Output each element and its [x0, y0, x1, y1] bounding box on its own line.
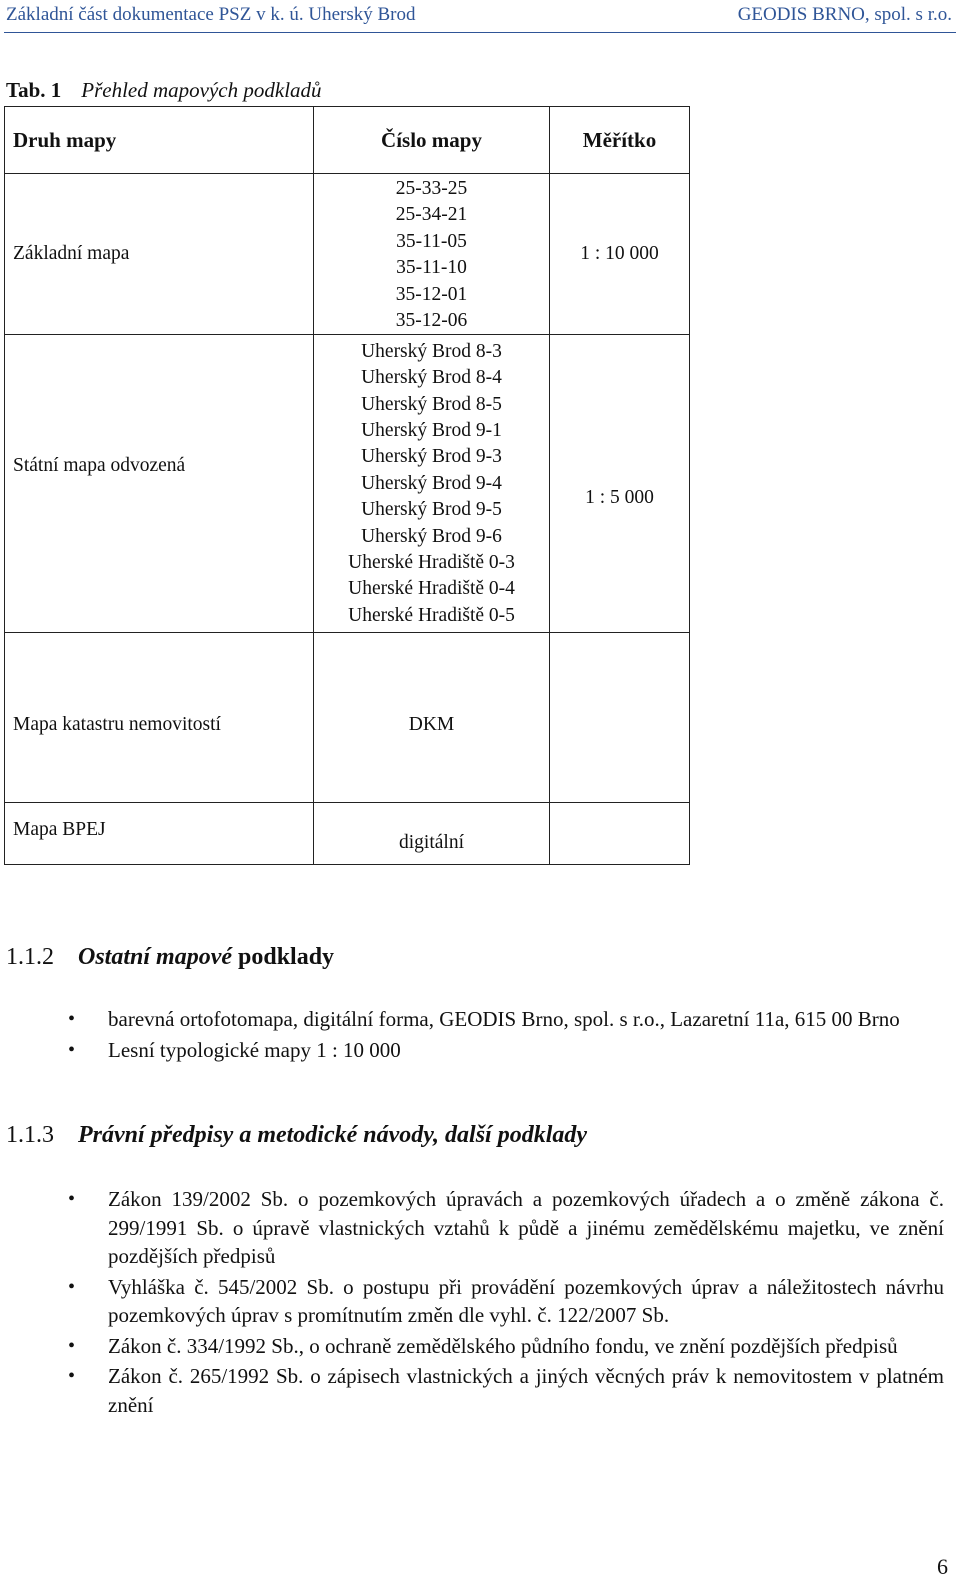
scale-cell: [550, 803, 690, 865]
map-number: Uherský Brod 9-6: [361, 525, 502, 547]
column-header-map-number: Číslo mapy: [314, 107, 550, 174]
map-number-cell: [314, 335, 550, 633]
map-sources-table: [4, 106, 690, 865]
column-header-map-type: Druh mapy: [5, 107, 314, 174]
scale-cell: 1 : 10 000: [550, 174, 690, 335]
other-sources-list: [70, 1005, 944, 1066]
header-company: GEODIS BRNO, spol. s r.o.: [737, 4, 952, 25]
map-number: Uherský Brod 8-4: [361, 367, 502, 389]
map-number: 25-34-21: [395, 204, 468, 226]
map-number: Uherský Brod 8-5: [361, 393, 502, 415]
list-item-text: Zákon 139/2002 Sb. o pozemkových úpravách a pozemkových úřadech a o změně zákona č. 299/1991 Sb. o úpravě vlastnických vztahů k půdě a jinému zemědělskému majetku, ve znění pozdějších předpisů: [108, 1187, 944, 1268]
map-number: 25-33-25: [395, 178, 468, 199]
section-heading-1-1-2: [6, 944, 334, 971]
bullet-icon: •: [68, 1008, 76, 1030]
column-header-scale: Měřítko: [550, 107, 690, 174]
map-type-cell: Státní mapa odvozená: [5, 335, 314, 633]
scale-cell: 1 : 5 000: [550, 335, 690, 633]
table-header-row: [5, 107, 690, 174]
map-number: 35-12-01: [395, 283, 468, 305]
list-item-text: Vyhláška č. 545/2002 Sb. o postupu při provádění pozemkových úprav a náležitostech návrhu pozemkových úprav s promítnutím změn dle vyhl. č. 122/2007 Sb.: [108, 1274, 944, 1327]
scale-cell: [550, 633, 690, 803]
list-item: [70, 1036, 944, 1065]
list-item: [70, 1005, 944, 1034]
legal-documents-list: [70, 1185, 944, 1421]
header-document-title: Základní část dokumentace PSZ v k. ú. Uherský Brod: [6, 4, 416, 25]
map-number-cell: digitální: [314, 803, 550, 865]
map-number: Uherský Brod 9-1: [361, 419, 502, 441]
table-row: [5, 633, 690, 803]
list-item-text: Zákon č. 334/1992 Sb., o ochraně zemědělského půdního fondu, ve znění pozdějších předpisů: [108, 1333, 898, 1358]
section-title-italic: Ostatní mapové: [78, 944, 232, 970]
map-number-cell: DKM: [314, 633, 550, 803]
map-number-cell: [314, 174, 550, 335]
map-type-cell: Mapa BPEJ: [5, 803, 314, 865]
section-heading-1-1-3: [6, 1122, 587, 1149]
table-caption: [6, 78, 322, 103]
table-caption-number: Tab. 1: [6, 78, 62, 102]
bullet-icon: •: [68, 1275, 76, 1298]
section-number: 1.1.2: [6, 944, 54, 970]
map-number: Uherský Brod 9-4: [361, 472, 502, 494]
list-item-text: barevná ortofotomapa, digitální forma, GEODIS Brno, spol. s r.o., Lazaretní 11a, 615 00 Brno: [108, 1007, 900, 1031]
map-number: 35-11-10: [396, 257, 467, 279]
table-caption-title: Přehled mapových podkladů: [81, 78, 322, 102]
header-divider: [4, 32, 956, 33]
section-number: 1.1.3: [6, 1122, 54, 1148]
bullet-icon: •: [68, 1038, 76, 1061]
list-item: [70, 1362, 944, 1419]
bullet-icon: •: [68, 1365, 76, 1387]
table-row: [5, 174, 690, 335]
list-item-text: Zákon č. 265/1992 Sb. o zápisech vlastnických a jiných věcných práv k nemovitostem v platném znění: [108, 1364, 944, 1417]
section-title-rest: podklady: [232, 944, 335, 970]
bullet-icon: •: [68, 1188, 76, 1210]
map-number: Uherský Brod 9-3: [361, 446, 502, 468]
running-header: [6, 4, 952, 30]
list-item: [70, 1185, 944, 1271]
map-number: Uherský Brod 9-5: [361, 499, 502, 521]
table-row: [5, 335, 690, 633]
map-type-cell: Základní mapa: [5, 174, 314, 335]
map-number: Uherské Hradiště 0-5: [348, 604, 515, 626]
list-item: [70, 1273, 944, 1330]
map-number: Uherské Hradiště 0-3: [348, 551, 515, 573]
table-row: [5, 803, 690, 865]
list-item: [70, 1332, 944, 1361]
map-number: Uherské Hradiště 0-4: [348, 578, 515, 600]
section-title: Právní předpisy a metodické návody, další podklady: [78, 1122, 588, 1148]
map-number: 35-12-06: [395, 310, 468, 332]
map-type-cell: Mapa katastru nemovitostí: [5, 633, 314, 803]
list-item-text: Lesní typologické mapy 1 : 10 000: [108, 1037, 401, 1062]
map-number: Uherský Brod 8-3: [361, 340, 502, 362]
map-number: 35-11-05: [396, 230, 467, 252]
bullet-icon: •: [68, 1334, 76, 1357]
page-number: 6: [937, 1554, 948, 1579]
